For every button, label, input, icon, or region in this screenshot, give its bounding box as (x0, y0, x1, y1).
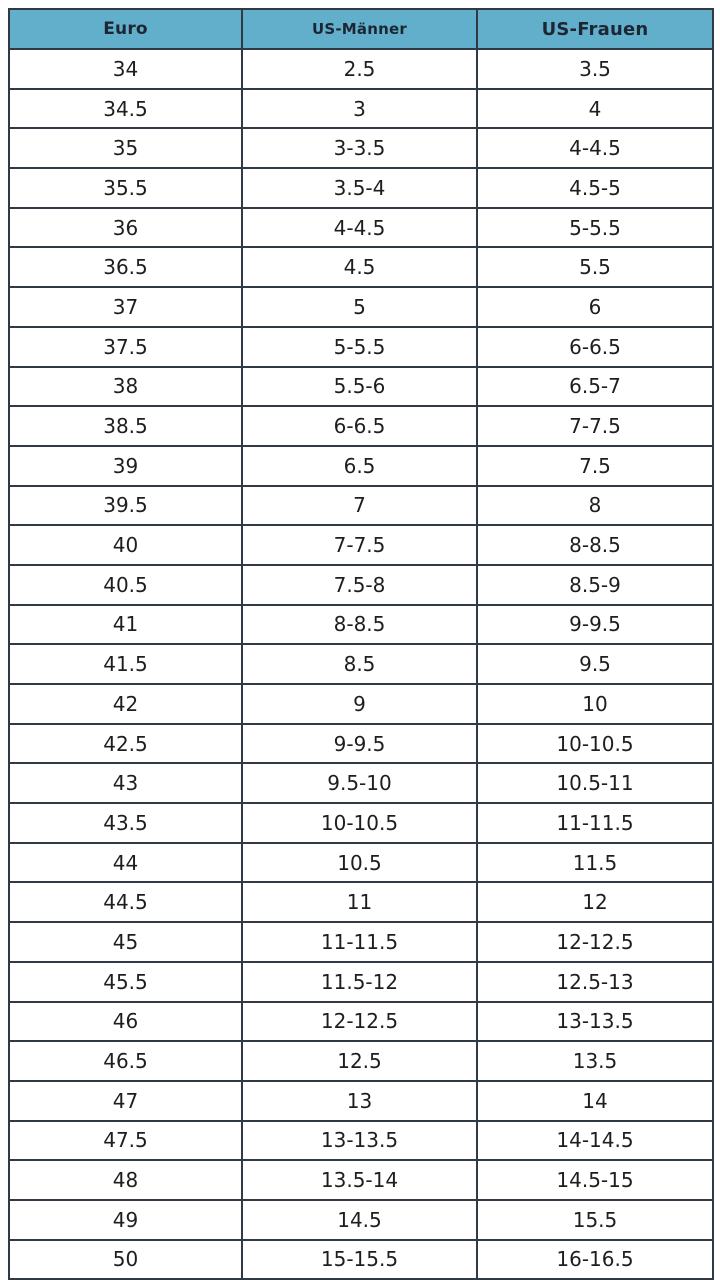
us-men-size-cell: 7 (242, 486, 477, 526)
euro-size-cell: 44.5 (9, 882, 242, 922)
us-women-size-cell: 10 (477, 684, 713, 724)
us-women-size-cell: 9-9.5 (477, 605, 713, 645)
table-row (9, 644, 713, 684)
table-row (9, 1081, 713, 1121)
euro-size-cell: 46 (9, 1002, 242, 1042)
us-men-size-cell: 10-10.5 (242, 803, 477, 843)
us-men-size-cell: 3 (242, 89, 477, 129)
us-women-size-cell: 11-11.5 (477, 803, 713, 843)
us-women-size-cell: 14.5-15 (477, 1160, 713, 1200)
us-women-size-cell: 4-4.5 (477, 128, 713, 168)
table-header (9, 9, 713, 49)
us-men-size-cell: 5-5.5 (242, 327, 477, 367)
euro-size-cell: 41 (9, 605, 242, 645)
us-women-size-cell: 4.5-5 (477, 168, 713, 208)
us-women-size-cell: 8.5-9 (477, 565, 713, 605)
table-row (9, 168, 713, 208)
us-women-size-cell: 9.5 (477, 644, 713, 684)
column-header-us-men: US-Männer (242, 9, 477, 49)
us-men-size-cell: 9-9.5 (242, 724, 477, 764)
table-row (9, 367, 713, 407)
table-row (9, 1240, 713, 1280)
table-row (9, 49, 713, 89)
us-men-size-cell: 13 (242, 1081, 477, 1121)
euro-size-cell: 38.5 (9, 406, 242, 446)
us-women-size-cell: 7-7.5 (477, 406, 713, 446)
us-women-size-cell: 15.5 (477, 1200, 713, 1240)
us-women-size-cell: 10.5-11 (477, 763, 713, 803)
size-chart (8, 8, 712, 1280)
us-women-size-cell: 7.5 (477, 446, 713, 486)
header-row (9, 9, 713, 49)
euro-size-cell: 37 (9, 287, 242, 327)
us-women-size-cell: 5.5 (477, 247, 713, 287)
us-men-size-cell: 11.5-12 (242, 962, 477, 1002)
us-women-size-cell: 11.5 (477, 843, 713, 883)
us-women-size-cell: 6.5-7 (477, 367, 713, 407)
euro-size-cell: 37.5 (9, 327, 242, 367)
table-row (9, 565, 713, 605)
euro-size-cell: 34.5 (9, 89, 242, 129)
table-row (9, 724, 713, 764)
euro-size-cell: 45 (9, 922, 242, 962)
us-men-size-cell: 5 (242, 287, 477, 327)
us-women-size-cell: 13.5 (477, 1041, 713, 1081)
us-men-size-cell: 8-8.5 (242, 605, 477, 645)
euro-size-cell: 36 (9, 208, 242, 248)
us-women-size-cell: 14-14.5 (477, 1121, 713, 1161)
euro-size-cell: 46.5 (9, 1041, 242, 1081)
us-women-size-cell: 12.5-13 (477, 962, 713, 1002)
euro-size-cell: 40.5 (9, 565, 242, 605)
us-men-size-cell: 3-3.5 (242, 128, 477, 168)
euro-size-cell: 47.5 (9, 1121, 242, 1161)
column-header-euro: Euro (9, 9, 242, 49)
table-row (9, 1121, 713, 1161)
us-men-size-cell: 4.5 (242, 247, 477, 287)
euro-size-cell: 35.5 (9, 168, 242, 208)
table-row (9, 763, 713, 803)
us-women-size-cell: 6-6.5 (477, 327, 713, 367)
us-women-size-cell: 16-16.5 (477, 1240, 713, 1280)
us-women-size-cell: 13-13.5 (477, 1002, 713, 1042)
euro-size-cell: 44 (9, 843, 242, 883)
us-men-size-cell: 4-4.5 (242, 208, 477, 248)
us-men-size-cell: 12.5 (242, 1041, 477, 1081)
table-row (9, 89, 713, 129)
euro-size-cell: 45.5 (9, 962, 242, 1002)
us-women-size-cell: 10-10.5 (477, 724, 713, 764)
us-men-size-cell: 8.5 (242, 644, 477, 684)
table-row (9, 803, 713, 843)
table-row (9, 882, 713, 922)
euro-size-cell: 48 (9, 1160, 242, 1200)
us-women-size-cell: 8-8.5 (477, 525, 713, 565)
size-conversion-table (8, 8, 714, 1280)
table-row (9, 684, 713, 724)
table-body (9, 49, 713, 1279)
euro-size-cell: 43 (9, 763, 242, 803)
euro-size-cell: 43.5 (9, 803, 242, 843)
us-women-size-cell: 14 (477, 1081, 713, 1121)
table-row (9, 922, 713, 962)
table-row (9, 605, 713, 645)
table-row (9, 486, 713, 526)
us-men-size-cell: 6-6.5 (242, 406, 477, 446)
euro-size-cell: 47 (9, 1081, 242, 1121)
us-men-size-cell: 7-7.5 (242, 525, 477, 565)
us-men-size-cell: 3.5-4 (242, 168, 477, 208)
us-women-size-cell: 12-12.5 (477, 922, 713, 962)
table-row (9, 327, 713, 367)
table-row (9, 1041, 713, 1081)
euro-size-cell: 50 (9, 1240, 242, 1280)
us-men-size-cell: 7.5-8 (242, 565, 477, 605)
us-men-size-cell: 5.5-6 (242, 367, 477, 407)
us-men-size-cell: 9.5-10 (242, 763, 477, 803)
us-men-size-cell: 15-15.5 (242, 1240, 477, 1280)
us-men-size-cell: 9 (242, 684, 477, 724)
table-row (9, 128, 713, 168)
table-row (9, 843, 713, 883)
us-women-size-cell: 3.5 (477, 49, 713, 89)
us-men-size-cell: 2.5 (242, 49, 477, 89)
euro-size-cell: 39.5 (9, 486, 242, 526)
us-men-size-cell: 6.5 (242, 446, 477, 486)
us-women-size-cell: 5-5.5 (477, 208, 713, 248)
us-men-size-cell: 12-12.5 (242, 1002, 477, 1042)
column-header-us-women: US-Frauen (477, 9, 713, 49)
table-row (9, 1200, 713, 1240)
us-men-size-cell: 11 (242, 882, 477, 922)
us-men-size-cell: 14.5 (242, 1200, 477, 1240)
table-row (9, 247, 713, 287)
table-row (9, 406, 713, 446)
us-men-size-cell: 10.5 (242, 843, 477, 883)
us-women-size-cell: 6 (477, 287, 713, 327)
euro-size-cell: 34 (9, 49, 242, 89)
euro-size-cell: 36.5 (9, 247, 242, 287)
table-row (9, 962, 713, 1002)
euro-size-cell: 41.5 (9, 644, 242, 684)
us-men-size-cell: 11-11.5 (242, 922, 477, 962)
us-women-size-cell: 4 (477, 89, 713, 129)
euro-size-cell: 39 (9, 446, 242, 486)
table-row (9, 1002, 713, 1042)
euro-size-cell: 38 (9, 367, 242, 407)
us-women-size-cell: 12 (477, 882, 713, 922)
euro-size-cell: 40 (9, 525, 242, 565)
table-row (9, 1160, 713, 1200)
us-women-size-cell: 8 (477, 486, 713, 526)
table-row (9, 287, 713, 327)
us-men-size-cell: 13.5-14 (242, 1160, 477, 1200)
table-row (9, 446, 713, 486)
euro-size-cell: 42.5 (9, 724, 242, 764)
euro-size-cell: 35 (9, 128, 242, 168)
euro-size-cell: 42 (9, 684, 242, 724)
table-row (9, 208, 713, 248)
table-row (9, 525, 713, 565)
euro-size-cell: 49 (9, 1200, 242, 1240)
us-men-size-cell: 13-13.5 (242, 1121, 477, 1161)
